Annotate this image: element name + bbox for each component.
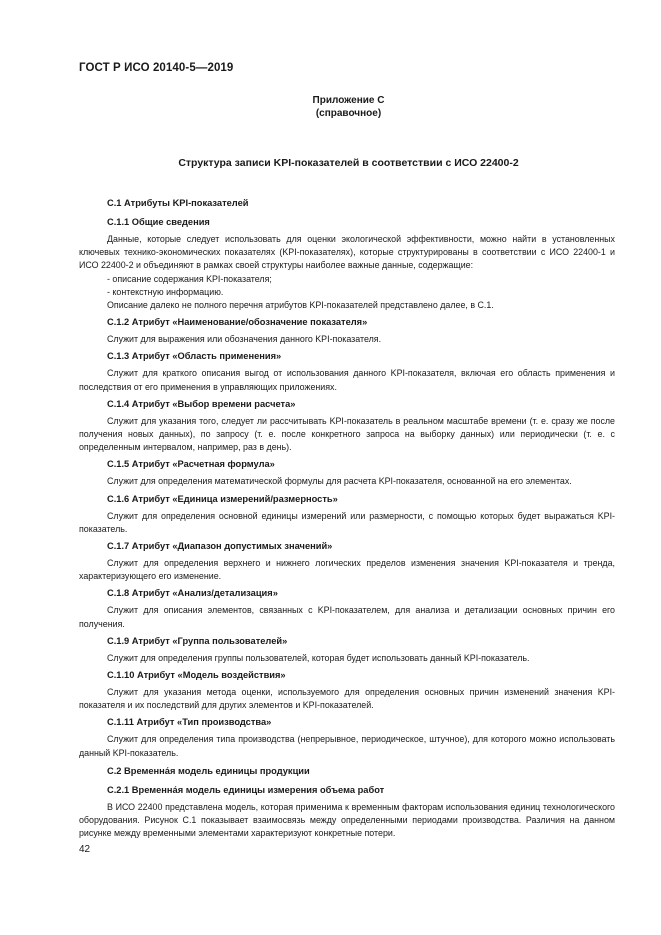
section-c1-7-heading: С.1.7 Атрибут «Диапазон допустимых значений»	[107, 541, 333, 552]
standard-code: ГОСТ Р ИСО 20140-5—2019	[79, 62, 234, 74]
appendix-header	[0, 94, 661, 120]
section-c1-11-text: Служит для определения типа производства (непрерывное, периодическое, штучное), для которого можно использовать данный KPI-показатель.	[79, 734, 615, 758]
appendix-title: Приложение С	[312, 95, 385, 106]
section-c1-9-heading: С.1.9 Атрибут «Группа пользователей»	[107, 635, 288, 646]
document-body	[79, 192, 615, 840]
section-c1-2-heading: С.1.2 Атрибут «Наименование/обозначение показателя»	[107, 317, 368, 328]
section-c1-1-heading: С.1.1 Общие сведения	[107, 217, 210, 227]
main-title: Структура записи KPI-показателей в соответствии с ИСО 22400-2	[178, 157, 519, 169]
section-c1-4-heading: С.1.4 Атрибут «Выбор времени расчета»	[107, 398, 296, 409]
section-c1-6-heading: С.1.6 Атрибут «Единица измерений/размерность»	[107, 493, 338, 504]
list-item: - описание содержания KPI-показателя;	[107, 273, 272, 284]
section-c2-1-heading: С.2.1 Временна́я модель единицы измерения объема работ	[107, 784, 385, 795]
section-c1-7-text: Служит для определения верхнего и нижнего логических пределов изменения значения KPI-показателя и тренда, характеризующего его изменение.	[79, 558, 615, 582]
section-c1-1-paragraph: Данные, которые следует использовать для оценки экологической эффективности, можно найти в установленных ключевых технико-экономических показателях (KPI-показателях), которые структурированы в соответствии с ИСО 22400-1 и ИСО 22400-2 и объединяют в рамках своей структуры наиболее важные данные, содержащие:	[79, 234, 615, 271]
section-c2-1-text: В ИСО 22400 представлена модель, которая применима к временным факторам использования единиц технологического оборудования. Рисунок С.1 показывает взаимосвязь между определенными периодами производства. Различия на данном рисунке между временными элементами характеризуют конкретные потери.	[79, 801, 615, 839]
list-item: - контекстную информацию.	[107, 286, 224, 297]
section-c1-3-heading: С.1.3 Атрибут «Область применения»	[107, 351, 282, 362]
appendix-subtitle: (справочное)	[315, 108, 382, 119]
section-c1-9-text: Служит для определения группы пользователей, которая будет использовать данный KPI-показатель.	[107, 652, 530, 663]
section-c2-heading: С.2 Временна́я модель единицы продукции	[107, 765, 310, 776]
section-c1-5-heading: С.1.5 Атрибут «Расчетная формула»	[107, 459, 275, 470]
section-c1-11-heading: С.1.11 Атрибут «Тип производства»	[107, 717, 272, 728]
section-c1-3-text: Служит для краткого описания выгод от использования данного KPI-показателя, включая его область применения и последствия от его применения в управляющих приложениях.	[79, 368, 615, 392]
section-c1-heading: С.1 Атрибуты KPI-показателей	[107, 198, 249, 208]
section-c1-1-paragraph-2: Описание далеко не полного перечня атрибутов KPI-показателей представлено далее, в С.1.	[107, 300, 494, 311]
section-c1-2-text: Служит для выражения или обозначения данного KPI-показателя.	[107, 334, 382, 345]
section-c1-4-text: Служит для указания того, следует ли рассчитывать KPI-показатель в реальном масштабе времени (т. е. сразу же после получения новых данных), по запросу (т. е. после конкретного запроса на выборку данных) или периодически (т. е. с определенным интервалом, например, раз в день).	[79, 415, 615, 453]
section-c1-8-heading: С.1.8 Атрибут «Анализ/детализация»	[107, 588, 278, 599]
section-c1-6-text: Служит для определения основной единицы измерений или размерности, с помощью которых будет выражаться KPI-показатель.	[79, 510, 615, 534]
page-number: 42	[79, 844, 91, 855]
section-c1-10-text: Служит для указания метода оценки, используемого для определения основных причин изменений значения KPI-показателя и их последствий для других элементов и KPI-показателей.	[79, 687, 615, 711]
section-c1-5-text: Служит для определения математической формулы для расчета KPI-показателя, основанной на его элементах.	[107, 476, 572, 487]
section-c1-8-text: Служит для описания элементов, связанных с KPI-показателем, для анализа и детализации основных причин его получения.	[79, 605, 615, 629]
section-c1-10-heading: С.1.10 Атрибут «Модель воздействия»	[107, 670, 286, 681]
